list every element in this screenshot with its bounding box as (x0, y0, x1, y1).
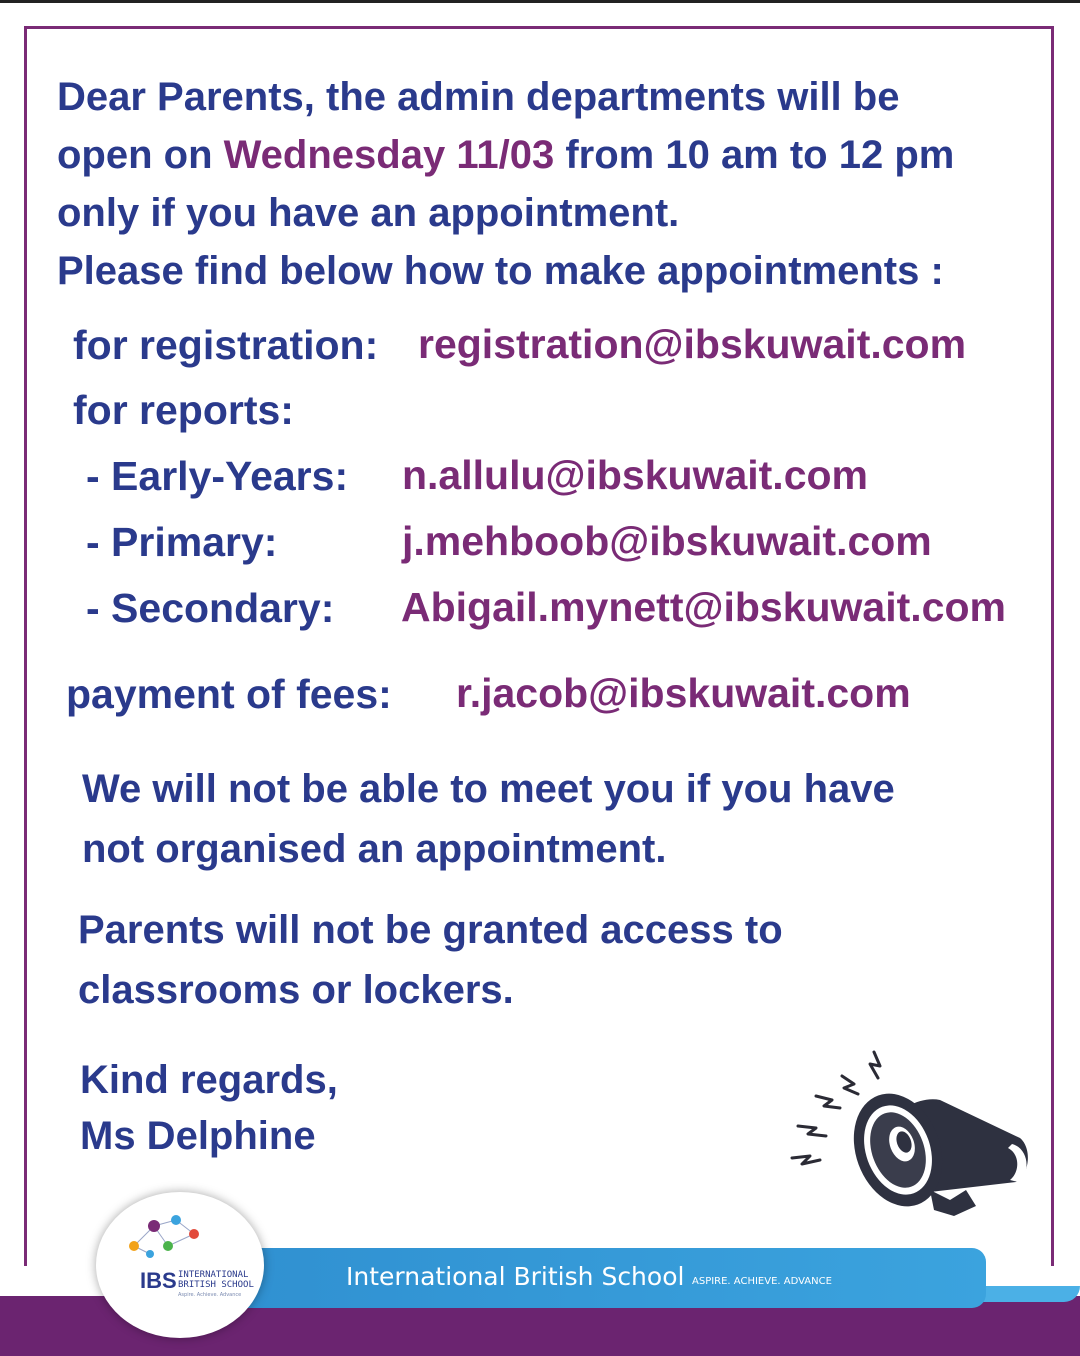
school-name: International British School (346, 1262, 685, 1291)
logo-abbreviation: IBS (140, 1268, 177, 1293)
primary-email-link[interactable]: j.mehboob@ibskuwait.com (402, 518, 932, 564)
ibs-logo (96, 1192, 264, 1338)
signoff-line-1: Kind regards, (80, 1058, 338, 1102)
logo-line-2: BRITISH SCHOOL (178, 1280, 254, 1290)
reports-label: for reports: (73, 387, 294, 433)
logo-line-1: INTERNATIONAL (178, 1270, 249, 1280)
logo-motto: Aspire. Achieve. Advance (178, 1292, 242, 1298)
registration-email-link[interactable]: registration@ibskuwait.com (418, 321, 967, 367)
notice-2-line-1: Parents will not be granted access to (78, 908, 783, 952)
intro-line-3: only if you have an appointment. (57, 191, 680, 235)
megaphone-icon (780, 1040, 1040, 1220)
notice-1-line-1: We will not be able to meet you if you have (82, 767, 895, 811)
intro-paragraph (57, 68, 954, 300)
early-years-label: - Early-Years: (86, 453, 349, 499)
intro-line-2: open on Wednesday 11/03 from 10 am to 12 pm (57, 133, 955, 177)
notice-1-line-2: not organised an appointment. (82, 827, 667, 871)
fees-email-link[interactable]: r.jacob@ibskuwait.com (456, 670, 911, 716)
primary-label: - Primary: (86, 519, 278, 565)
logo-text (178, 1270, 254, 1290)
school-tagline: ASPIRE. ACHIEVE. ADVANCE (692, 1276, 832, 1287)
secondary-email-link[interactable]: Abigail.mynett@ibskuwait.com (401, 584, 1006, 630)
top-divider (0, 0, 1080, 3)
secondary-label: - Secondary: (86, 585, 335, 631)
fees-label: payment of fees: (66, 671, 392, 717)
logo-network-icon (114, 1206, 214, 1266)
intro-line-4: Please find below how to make appointments : (57, 249, 944, 293)
early-years-email-link[interactable]: n.allulu@ibskuwait.com (402, 452, 868, 498)
signoff-name: Ms Delphine (80, 1114, 316, 1158)
registration-label: for registration: (73, 322, 379, 368)
notice-2-line-2: classrooms or lockers. (78, 968, 514, 1012)
intro-line-1: Dear Parents, the admin departments will be (57, 75, 900, 119)
open-date: Wednesday 11/03 (223, 133, 555, 177)
